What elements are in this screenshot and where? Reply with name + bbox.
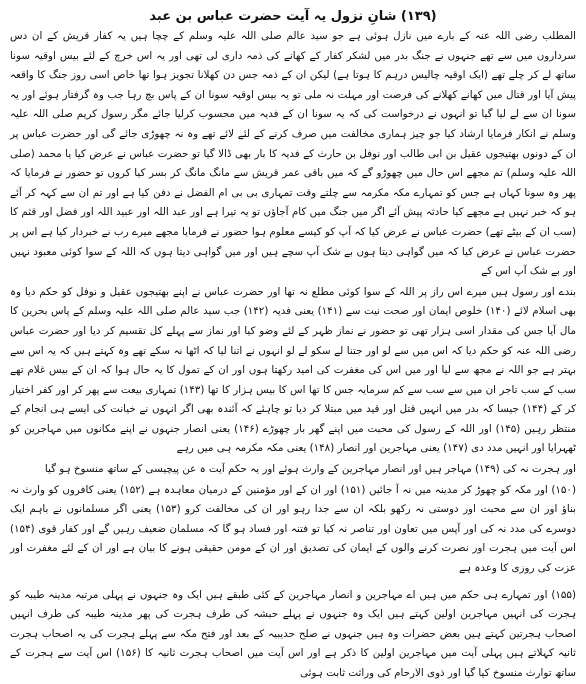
commentary-paragraph-4: (۱۵۰) اور مکہ کو چھوڑ کر مدینہ میں نہ آ جائیں (۱۵۱) اور ان کے اور مؤمنین کے درمیان معاہدہ ہے (۱۵۲) یعنی کافروں کو وارث نہ بناؤ اور ان سے محبت اور دوستی نہ رکھو بلکہ ان سے جدا رہو اور ان کی مخالفت کرو (۱۵۳) یعنی اگر مسلمانوں نے باہم ایک دوسرے کی مدد نہ کی اور آپس میں تعاون اور تناصر نہ کیا تو فتنہ اور فساد ہو گا کہ مسلمان ضعیف رہیں گے اور کفار قوی (۱۵۴) اس آیت میں ہجرت اور نصرت کرنے والوں کے ایمان کی تصدیق اور ان کے مومن حقیقی ہونے کا بیان ہے اور ان کے لئے مغفرت اور عزت کی روزی کا وعدہ ہے bbox=[10, 483, 576, 575]
commentary-paragraph-2: بندے اور رسول ہیں میرے اس راز پر اللہ کے سوا کوئی مطلع نہ تھا اور حضرت عباس نے اپنے بھتیجوں عقیل و نوفل کو حکم دیا وہ بھی اسلام لائے (۱۴۰) خلوص ایمان اور صحت نیت سے (۱۴۱) یعنی فدیہ (۱۴۲) جب سید عالم صلی اللہ علیہ وسلم کے پاس بحرین کا مال آیا جس کی مقدار اسی ہزار تھی تو حضور نے نماز ظہر کے لئے وضو کیا اور نماز سے پہلے کل تقسیم کر دیا اور حضرت عباس رضی اللہ عنہ کو حکم دیا کہ اس میں سے لو اور جتنا لے سکو لے لو انہوں نے اتنا لیا کہ اٹھا نہ سکے تھے وہ کہتے ہیں کہ یہ اس سے بہتر ہے جو اللہ نے مجھ سے لیا اور میں اس کی مغفرت کی امید رکھتا ہوں اور ان کے تمول کا یہ حال ہوا کہ ان کے بیس غلام تھے سب کے سب تاجر ان میں سے سب سے کم سرمایہ جس کا تھا اس کا بیس ہزار کا تھا (۱۴۳) تمہاری بیعت سے پھر کر اور کفر اختیار کر کے (۱۴۴) جیسا کہ بدر میں انہیں قتل اور قید میں مبتلا کر دیا تو چاہئے کہ آئندہ بھی اگر انہوں نے خیانت کی ایسے ہی انجام کے منتظر رہیں (۱۴۵) اور اللہ کے رسول کی محبت میں اپنے گھر بار چھوڑے (۱۴۶) یعنی انصار جنہوں نے اپنے مکانوں میں مہاجرین کو ٹھہرایا اور انہیں مدد دی (۱۴۷) یعنی مہاجرین اور انصار (۱۴۸) یعنی مکہ مکرمہ ہی میں رہے bbox=[10, 285, 576, 455]
commentary-paragraph-5: (۱۵۵) اور تمہارے ہی حکم میں ہیں اے مہاجرین و انصار مہاجرین کے کئی طبقے ہیں ایک وہ جنہوں نے پہلی مرتبہ مدینہ طیبہ کو ہجرت کی انہیں مہاجرین اولین کہتے ہیں ایک وہ جنہوں نے پہلے حبشہ کی طرف ہجرت کی پھر مدینہ طیبہ کی طرف انہیں اصحاب ہجرتین کہتے ہیں بعض حضرات وہ ہیں جنہوں نے صلح حدیبیہ کے بعد اور فتح مکہ سے پہلے ہجرت کی یہ اصحاب ہجرت ثانیہ کہلاتے ہیں پہلی آیت میں مہاجرین اولین کا ذکر ہے اور اس آیت میں اصحاب ہجرت ثانیہ کا (۱۵۶) اس آیت سے ہجرت کے ساتھ توارث منسوخ کیا گیا اور ذوی الارحام کی وراثت ثابت ہوئی bbox=[10, 588, 576, 679]
commentary-paragraph-1: المطلب رضی اللہ عنہ کے بارے میں نازل ہوئی ہے جو سید عالم صلی اللہ علیہ وسلم کے چچا ہیں یہ کفار قریش کے ان دس سرداروں میں سے تھے جنہوں نے جنگ بدر میں لشکر کفار کے کھانے کی ذمہ داری لی تھی اور یہ اس خرچ کے لئے بیس اوقیہ سونا ساتھ لے کر چلے تھے (ایک اوقیہ چالیس درہم کا ہوتا ہے) لیکن ان کے ذمہ جس دن کھلانا تجویز ہوا تھا خاص اسی روز جنگ کا واقعہ پیش آیا اور قتال میں کھانے کھلانے کی فرصت اور مہلت نہ ملی تو یہ بیس اوقیہ سونا ان کے پاس بچ رہا جب وہ گرفتار ہوئے اور یہ سونا ان سے لے لیا گیا تو انہوں نے درخواست کی کہ یہ سونا ان کے فدیہ میں محسوب کرلیا جائے مگر رسول کریم صلی اللہ علیہ وسلم نے انکار فرمایا ارشاد کیا جو چیز ہماری مخالفت میں صرف کرنے کے لئے لائے تھے وہ نہ چھوڑی جائے گی اور حضرت عباس پر ان کے دونوں بھتیجوں عقیل بن ابی طالب اور نوفل بن حارث کے فدیہ کا بار بھی ڈالا گیا تو حضرت عباس نے عرض کیا یا محمد (صلی اللہ علیہ وسلم) تم مجھے اس حال میں چھوڑو گے کہ میں باقی عمر قریش سے مانگ مانگ کر بسر کیا کروں تو حضور نے فرمایا کہ پھر وہ سونا کہاں ہے جس کو تمہارے مکہ مکرمہ سے چلتے وقت تمہاری بی بی ام الفضل نے دفن کیا ہے اور تم ان سے کہہ کر آئے ہو کہ خبر نہیں ہے مجھے کیا حادثہ پیش آئے اگر میں جنگ میں کام آجاؤں تو یہ تیرا ہے اور عبد اللہ اور عبید اللہ اور فضل اور قثم کا (سب ان کے بیٹے تھے) حضرت عباس نے عرض کیا کہ آپ کو کیسے معلوم ہوا حضور نے فرمایا مجھے میرے رب نے خبردار کیا ہے اس پر حضرت عباس نے عرض کیا کہ میں گواہی دیتا ہوں بے شک آپ سچے ہیں اور میں گواہی دیتا ہوں کہ اللہ کے سوا کوئی معبود نہیں اور بے شک آپ اس کے bbox=[10, 30, 576, 278]
paragraph-gap bbox=[10, 579, 576, 586]
commentary-paragraph-3: اور ہجرت نہ کی (۱۴۹) مہاجر ہیں اور انصار مہاجرین کے وارث ہوئے اور یہ حکم آیت ہ عن پیچیسی کے ساتھ منسوخ ہو گیا bbox=[44, 463, 576, 476]
footnote-heading: (۱۳۹) شانِ نزول یہ آیت حضرت عباس بن عبد bbox=[149, 9, 437, 24]
